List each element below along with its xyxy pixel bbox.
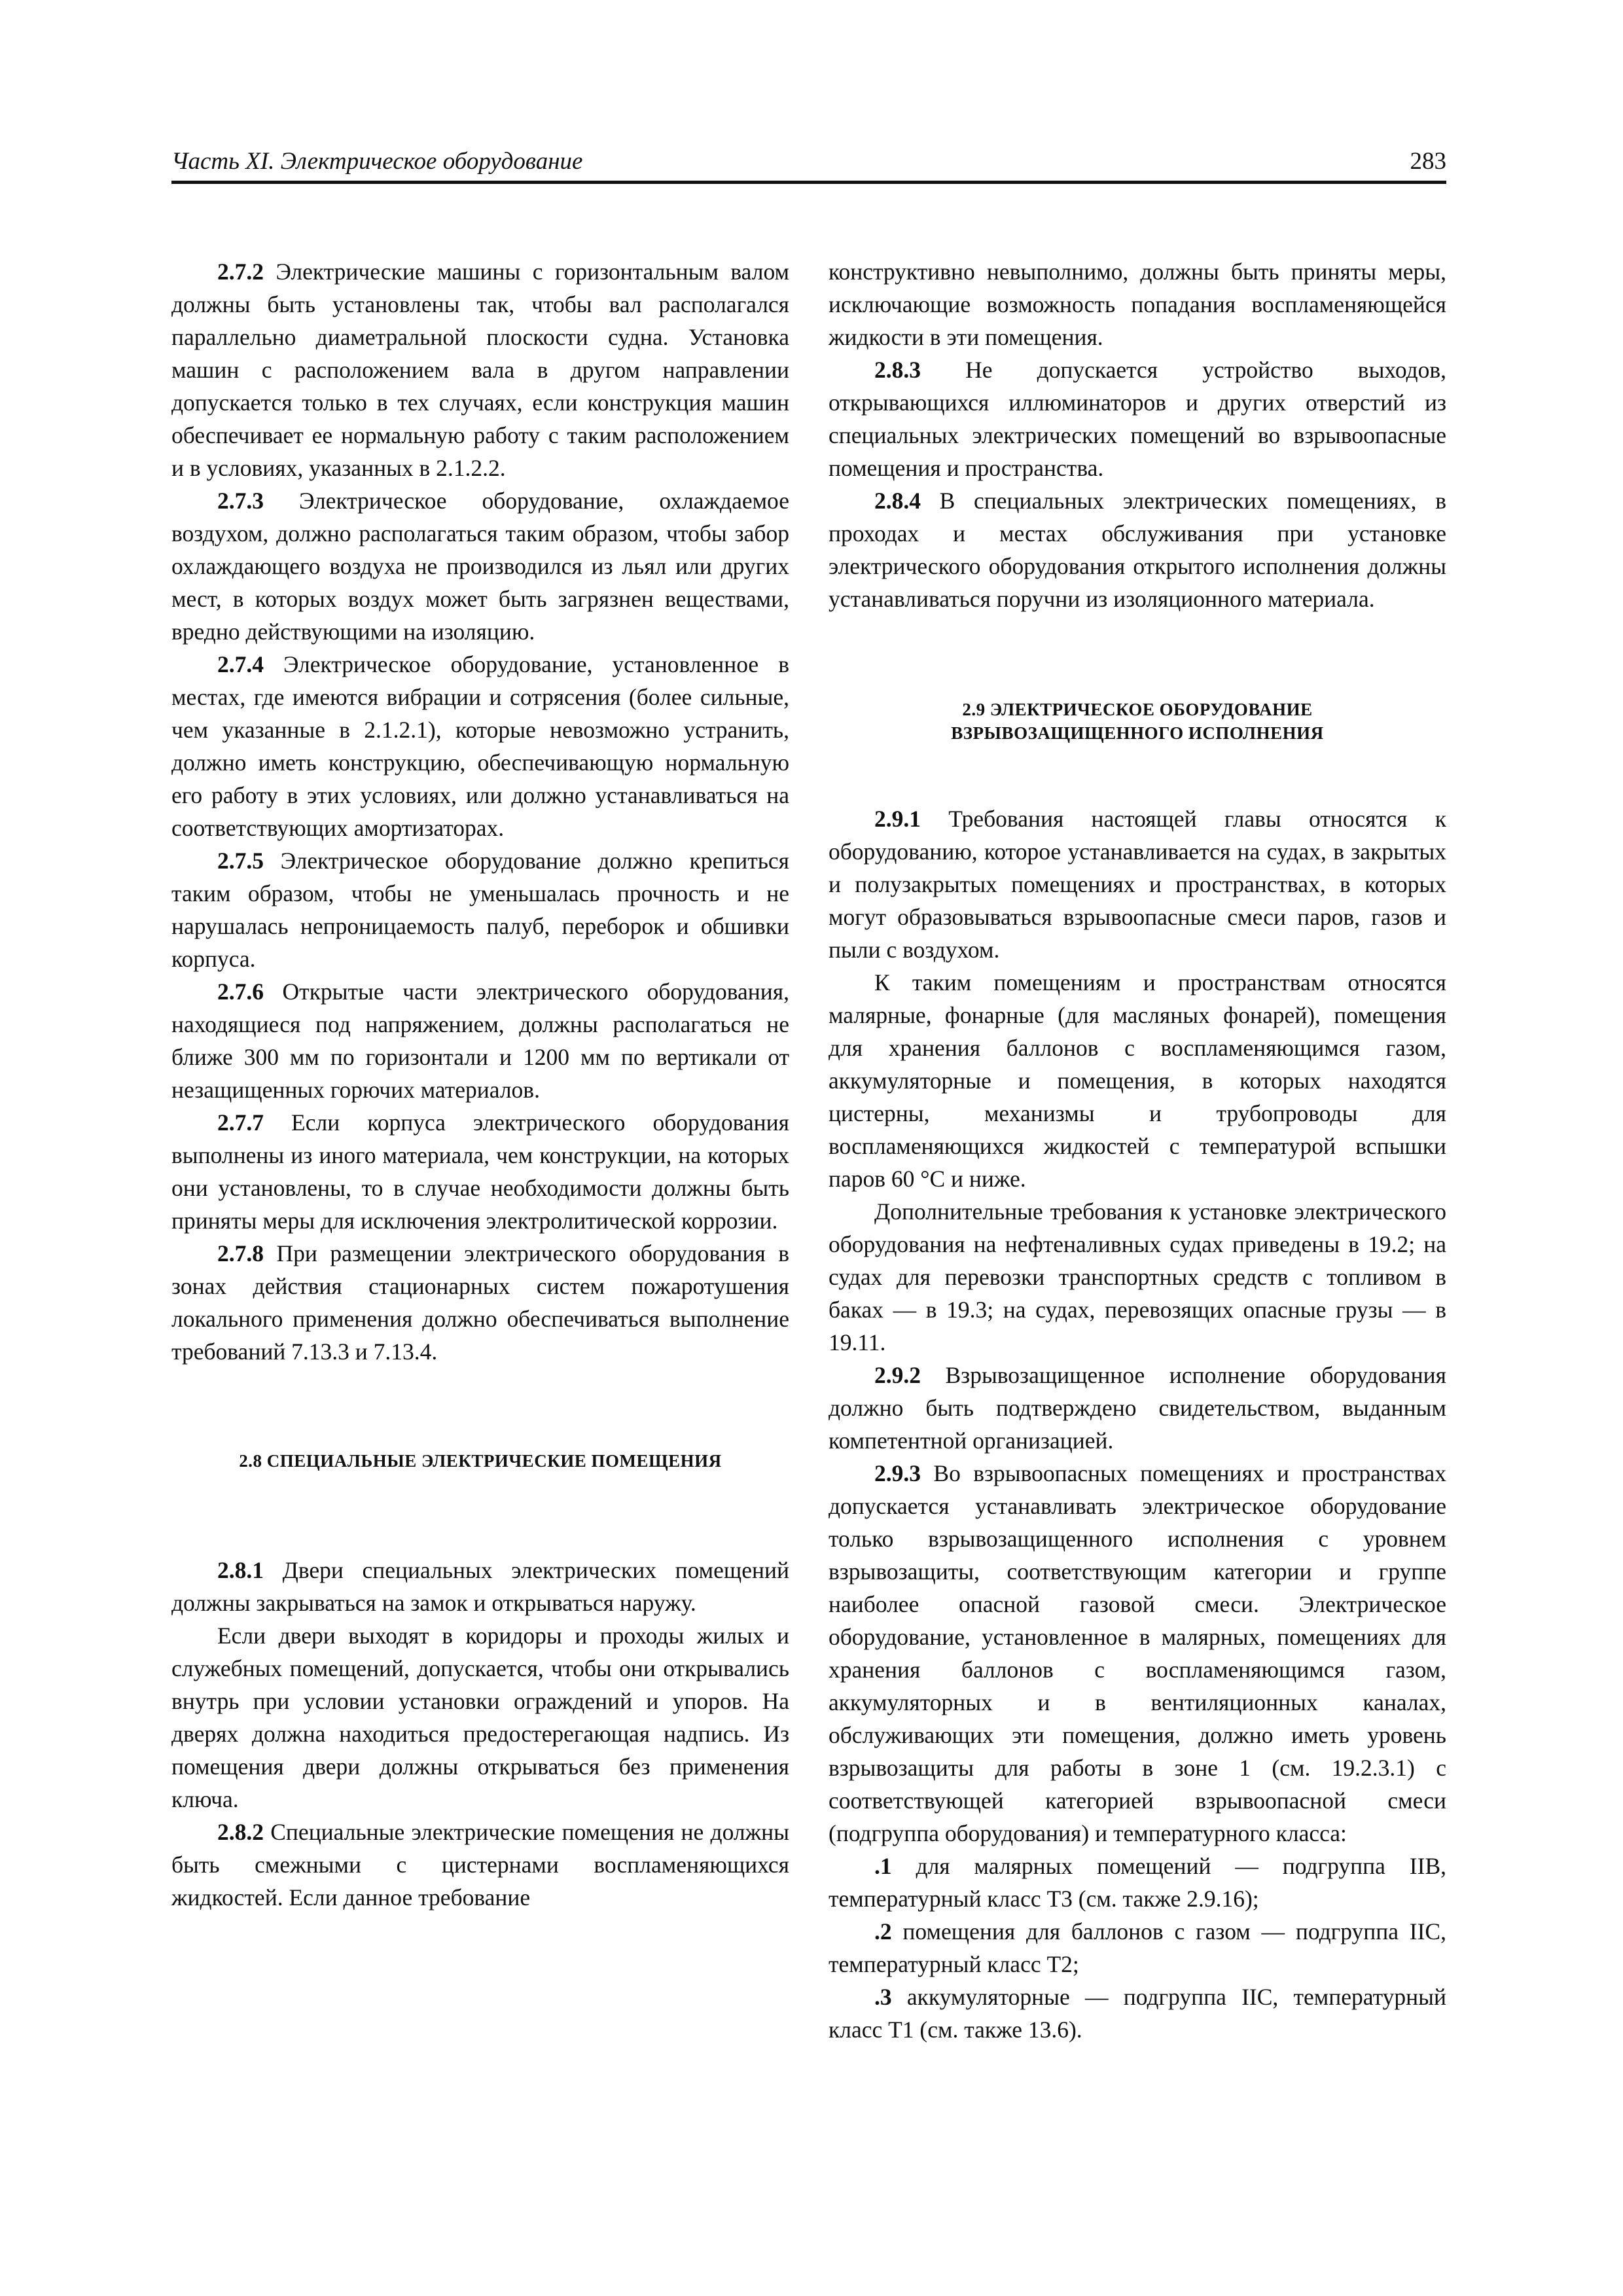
paragraph-2-7-6: 2.7.6 Открытые части электрического оборудования, находящиеся под напряжением, должны располагаться не ближе 300 мм по горизонтали и 1200 мм по вертикали от незащищенных горючих материалов. [171, 978, 789, 1103]
section-heading-2-9-line1: 2.9 ЭЛЕКТРИЧЕСКОЕ ОБОРУДОВАНИЕ [962, 700, 1313, 719]
paragraph-2-7-5: 2.7.5 Электрическое оборудование должно крепиться таким образом, чтобы не уменьшалась прочность и не нарушалась непроницаемость палуб, переборок и обшивки корпуса. [171, 848, 789, 972]
paragraph-2-8-2: 2.8.2 Специальные электрические помещения не должны быть смежными с цистернами воспламеняющихся жидкостей. Если данное требование [171, 1819, 789, 1910]
paragraph-2-8-1-continued: Если двери выходят в коридоры и проходы жилых и служебных помещений, допускается, чтобы они открывались внутрь при условии установки ограждений и упоров. На дверях должна находиться предостерегающая надпись. Из помещения двери должны открываться без применения ключа. [171, 1623, 789, 1812]
paragraph-2-9-3: 2.9.3 Во взрывоопасных помещениях и пространствах допускается устанавливать электрическое оборудование только взрывозащищенного исполнения с уровнем взрывозащиты, соответствующим категории и группе наиболее опасной газовой смеси. Электрическое оборудование, установленное в малярных, помещениях для хранения баллонов с воспламеняющимся газом, аккумуляторных и в вентиляционных каналах, обслуживающих эти помещения, должно иметь уровень взрывозащиты для работы в зоне 1 (см. 19.2.3.1) с соответствующей категорией взрывоопасной смеси (подгруппа оборудования) и температурного класса: [829, 1460, 1446, 1846]
clause-number: 2.7.8 [217, 1240, 264, 1266]
paragraph-2-9-1: 2.9.1 Требования настоящей главы относятся к оборудованию, которое устанавливается на судах, в закрытых и полузакрытых помещениях и пространствах, в которых могут образовываться взрывоопасные смеси паров, газов и пыли с воздухом. [829, 806, 1446, 963]
running-header [171, 141, 1446, 184]
clause-number: 2.9.3 [874, 1460, 921, 1486]
clause-number: 2.7.2 [217, 259, 264, 285]
item-number: .1 [874, 1853, 892, 1879]
clause-number: 2.8.2 [217, 1819, 264, 1845]
clause-number: 2.7.5 [217, 848, 264, 874]
section-heading-2-9 [829, 698, 1446, 745]
right-column [829, 255, 1446, 2046]
paragraph-2-7-4: 2.7.4 Электрическое оборудование, установленное в местах, где имеются вибрации и сотрясения (более сильные, чем указанные в 2.1.2.1), которые невозможно устранить, должно иметь конструкцию, обеспечивающую нормальную его работу в этих условиях, или должно устанавливаться на соответствующих амортизаторах. [171, 651, 789, 841]
paragraph-2-7-7: 2.7.7 Если корпуса электрического оборудования выполнены из иного материала, чем конструкции, на которых они установлены, то в случае необходимости должны быть приняты меры для исключения электролитической коррозии. [171, 1109, 789, 1234]
page-number: 283 [1410, 148, 1446, 175]
item-number: .3 [874, 1984, 892, 2010]
clause-number: 2.8.1 [217, 1557, 264, 1583]
clause-number: 2.9.2 [874, 1362, 921, 1388]
paragraph-2-8-1: 2.8.1 Двери специальных электрических помещений должны закрываться на замок и открываться наружу. [171, 1557, 789, 1616]
list-item-2: .2 помещения для баллонов с газом — подгруппа IIС, температурный класс Т2; [829, 1918, 1446, 1977]
paragraph-2-8-2-continued: конструктивно невыполнимо, должны быть приняты меры, исключающие возможность попадания воспламеняющейся жидкости в эти помещения. [829, 259, 1446, 350]
list-item-1: .1 для малярных помещений — подгруппа IIВ, температурный класс Т3 (см. также 2.9.16); [829, 1853, 1446, 1912]
clause-number: 2.7.7 [217, 1109, 264, 1136]
paragraph-2-7-3: 2.7.3 Электрическое оборудование, охлаждаемое воздухом, должно располагаться таким образом, чтобы забор охлаждающего воздуха не производился из льял или других мест, в которых воздух может быть загрязнен веществами, вредно действующими на изоляцию. [171, 488, 789, 645]
list-item-3: .3 аккумуляторные — подгруппа IIС, температурный класс Т1 (см. также 13.6). [829, 1984, 1446, 2043]
paragraph-2-9-1-additional: Дополнительные требования к установке электрического оборудования на нефтеналивных судах приведены в 19.2; на судах для перевозки транспортных средств с топливом в баках — в 19.3; на судах, перевозящих опасные грузы — в 19.11. [829, 1198, 1446, 1355]
paragraph-2-8-3: 2.8.3 Не допускается устройство выходов, открывающихся иллюминаторов и других отверстий из специальных электрических помещений во взрывоопасные помещения и пространства. [829, 357, 1446, 481]
clause-number: 2.7.6 [217, 978, 264, 1005]
section-heading-2-8: 2.8 СПЕЦИАЛЬНЫЕ ЭЛЕКТРИЧЕСКИЕ ПОМЕЩЕНИЯ [239, 1451, 722, 1471]
header-title: Часть XI. Электрическое оборудование [171, 148, 583, 175]
paragraph-2-9-2: 2.9.2 Взрывозащищенное исполнение оборудования должно быть подтверждено свидетельством, выданным компетентной организацией. [829, 1362, 1446, 1454]
left-column [171, 255, 789, 1914]
paragraph-2-7-8: 2.7.8 При размещении электрического оборудования в зонах действия стационарных систем пожаротушения локального применения должно обеспечиваться выполнение требований 7.13.3 и 7.13.4. [171, 1240, 789, 1365]
item-number: .2 [874, 1918, 892, 1945]
paragraph-2-7-2: 2.7.2 Электрические машины с горизонтальным валом должны быть установлены так, чтобы вал располагался параллельно диаметральной плоскости судна. Установка машин с расположением вала в другом направлении допускается только в тех случаях, если конструкция машин обеспечивает ее нормальную работу с таким расположением и в условиях, указанных в 2.1.2.2. [171, 259, 789, 481]
paragraph-2-8-4: 2.8.4 В специальных электрических помещениях, в проходах и местах обслуживания при установке электрического оборудования открытого исполнения должны устанавливаться поручни из изоляционного материала. [829, 488, 1446, 612]
clause-number: 2.7.4 [217, 651, 264, 677]
clause-number: 2.9.1 [874, 806, 921, 832]
paragraph-2-9-1-rooms: К таким помещениям и пространствам относятся малярные, фонарные (для масляных фонарей), помещения для хранения баллонов с воспламеняющимся газом, аккумуляторные и помещения, в которых находятся цистерны, механизмы и трубопроводы для воспламеняющихся жидкостей с температурой вспышки паров 60 °С и ниже. [829, 969, 1446, 1192]
clause-number: 2.7.3 [217, 488, 264, 514]
clause-number: 2.8.3 [874, 357, 921, 383]
section-heading-2-9-line2: ВЗРЫВОЗАЩИЩЕННОГО ИСПОЛНЕНИЯ [951, 723, 1324, 743]
clause-number: 2.8.4 [874, 488, 921, 514]
